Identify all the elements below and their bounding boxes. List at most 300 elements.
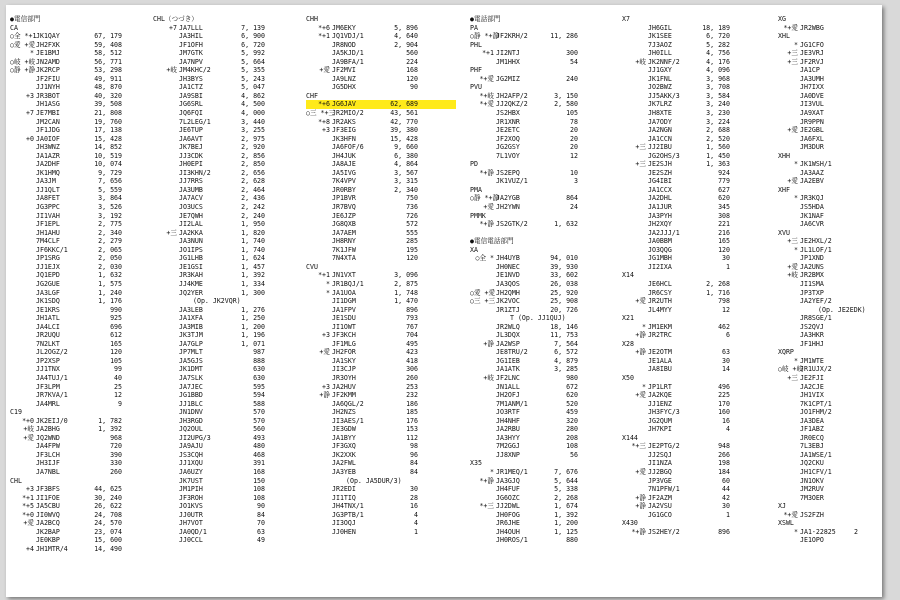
result-row (622, 32, 772, 41)
callsign: JL4MYY (648, 305, 672, 314)
result-row (10, 152, 160, 161)
callsign: JR2UQU (36, 331, 60, 340)
result-row (10, 297, 160, 306)
marker (153, 417, 179, 426)
result-row (470, 417, 620, 426)
callsign: JG4IBI (648, 177, 672, 186)
callsign: JK1FNL (648, 74, 672, 83)
score: 1, 740 (241, 237, 265, 246)
score (840, 323, 858, 332)
score: 39, 380 (390, 126, 418, 135)
callsign: 7N4XTA (332, 254, 356, 263)
marker: ○三 +三 (470, 297, 496, 306)
callsign: JA9XAT (800, 109, 824, 118)
result-row (622, 408, 772, 417)
callsign: JJ1GXY (648, 66, 672, 75)
marker (306, 306, 332, 315)
result-row (10, 41, 160, 50)
callsign: JE0KBP (36, 536, 60, 545)
result-row (470, 331, 620, 340)
marker: ○岐 +岐 (778, 365, 804, 374)
result-row (153, 528, 303, 537)
marker (622, 75, 648, 84)
callsign: JR2WLQ (496, 322, 520, 331)
result-row (778, 271, 882, 280)
callsign: JA2RBU (496, 425, 520, 434)
marker: ○愛 +愛 (470, 288, 496, 297)
result-row (153, 194, 303, 203)
result-row (10, 194, 160, 203)
score: 1, 392 (241, 271, 265, 280)
result-row (306, 417, 456, 426)
marker (470, 280, 496, 289)
score (840, 314, 858, 323)
score: 105 (566, 109, 578, 118)
marker: +愛 (787, 177, 798, 186)
marker (10, 331, 36, 340)
marker (470, 152, 496, 161)
marker: +三 (787, 373, 798, 382)
result-row (153, 109, 303, 118)
score (840, 365, 858, 374)
callsign: JA7GLP (179, 339, 203, 348)
category-heading: CHL（つづき） (153, 15, 198, 23)
callsign: JJ1TNX (36, 365, 60, 374)
marker (153, 118, 179, 127)
score: 10, 519 (94, 151, 122, 160)
marker: *+6 (318, 100, 330, 109)
callsign: JH2XQY (648, 220, 672, 229)
score (840, 254, 858, 263)
callsign: JA9AJU (179, 442, 203, 451)
result-row (622, 263, 772, 272)
score: 165 (110, 339, 122, 348)
result-row (622, 203, 772, 212)
result-row (470, 194, 620, 203)
marker: +岐 (483, 373, 494, 382)
result-row (306, 425, 456, 434)
result-row (153, 306, 303, 315)
marker (778, 425, 800, 434)
score (840, 100, 858, 109)
marker (153, 263, 179, 272)
marker (622, 485, 648, 494)
result-row (470, 536, 620, 545)
result-row (153, 494, 303, 503)
result-row (778, 66, 882, 75)
score (840, 220, 858, 229)
result-row (622, 220, 772, 229)
score: 572 (406, 220, 418, 229)
marker (306, 468, 332, 477)
callsign: JA1ATK (496, 365, 520, 374)
score: 98 (410, 442, 418, 451)
callsign: 7L2LEG/1 (179, 117, 211, 126)
score: 90 (257, 502, 265, 511)
marker (470, 306, 496, 315)
score: 14, 490 (94, 544, 122, 553)
marker (153, 485, 179, 494)
score: 2, 656 (241, 168, 265, 177)
marker (470, 536, 496, 545)
callsign: 7M1ANM/1 (496, 399, 528, 408)
score: 24 (570, 203, 578, 212)
score: 987 (253, 348, 265, 357)
score: 948 (718, 442, 730, 451)
marker (470, 425, 496, 434)
result-row (10, 434, 160, 443)
result-row (622, 24, 772, 33)
result-row (778, 118, 882, 127)
marker (306, 203, 332, 212)
category-heading: X35 (470, 459, 482, 468)
marker: +三 (635, 143, 646, 152)
score: 3, 240 (706, 100, 730, 109)
callsign: JK3HFN (332, 134, 356, 143)
score: 39, 508 (94, 100, 122, 109)
callsign: JF3LPM (36, 382, 60, 391)
score: 4 (414, 510, 418, 519)
callsign: JI2LAL (179, 220, 203, 229)
callsign: JF1MLG (332, 339, 356, 348)
score: 26, 622 (94, 502, 122, 511)
marker (153, 203, 179, 212)
result-row (153, 254, 303, 263)
marker (153, 425, 179, 434)
marker (10, 118, 36, 127)
marker (778, 400, 800, 409)
callsign: JQ2WND (36, 433, 60, 442)
score: 3, 440 (241, 117, 265, 126)
callsign: JO1FHM/2 (800, 408, 832, 417)
result-row (470, 519, 620, 528)
score: 468 (253, 450, 265, 459)
score: 896 (406, 305, 418, 314)
marker (153, 451, 179, 460)
score: 1, 624 (241, 254, 265, 263)
result-row (10, 280, 160, 289)
callsign: JA4LCI (36, 322, 60, 331)
callsign: JA9BFA/1 (332, 57, 364, 66)
result-row (153, 434, 303, 443)
callsign: JQ1EPD (36, 271, 60, 280)
callsign: JK3TJM (179, 331, 203, 340)
result-row (10, 391, 160, 400)
marker: * (490, 467, 494, 476)
marker (306, 49, 332, 58)
score: 2, 268 (706, 279, 730, 288)
score: 59, 408 (94, 40, 122, 49)
callsign: JH4JUK (332, 151, 356, 160)
callsign: JA2NGN (648, 126, 672, 135)
score: 260 (406, 373, 418, 382)
callsign: 7K1JFW (332, 245, 356, 254)
result-row (306, 83, 456, 92)
score (840, 237, 858, 246)
score: 1, 334 (241, 279, 265, 288)
score: 5, 355 (241, 66, 265, 75)
callsign: JH7KPI (648, 425, 672, 434)
marker (306, 220, 332, 229)
result-row (153, 49, 303, 58)
score: 42, 770 (390, 117, 418, 126)
callsign: JH1ATL (36, 314, 60, 323)
operator-note: (Op. JE2EDK) (818, 305, 866, 314)
result-row (778, 135, 882, 144)
score: 15, 428 (390, 134, 418, 143)
result-row (10, 400, 160, 409)
result-row (153, 41, 303, 50)
callsign: JK7LRZ (648, 100, 672, 109)
marker (306, 408, 332, 417)
score: 16 (410, 502, 418, 511)
callsign: JJ3CDK (179, 151, 203, 160)
marker (10, 357, 36, 366)
callsign: JA2DHF (36, 160, 60, 169)
result-row (778, 434, 882, 443)
score: 168 (253, 467, 265, 476)
marker: *+8 (318, 117, 330, 126)
result-row (470, 485, 620, 494)
score: 25, 908 (550, 297, 578, 306)
result-row (153, 143, 303, 152)
result-row (306, 289, 456, 298)
result-row (153, 280, 303, 289)
category-heading: XHH (778, 151, 790, 160)
callsign: JA1CCN (648, 134, 672, 143)
marker (470, 143, 496, 152)
score: 520 (566, 399, 578, 408)
callsign: JJ0UTR (179, 510, 203, 519)
score (840, 83, 858, 92)
result-row (470, 32, 620, 41)
score: 1, 250 (241, 314, 265, 323)
callsign: JN2AMD (36, 57, 60, 66)
score: 49 (257, 536, 265, 545)
score: 1, 176 (98, 297, 122, 306)
callsign: JH7IXX (800, 83, 824, 92)
callsign: JA2BCQ (36, 519, 60, 528)
marker (778, 220, 800, 229)
score: 44 (722, 485, 730, 494)
callsign: JS5HDA (800, 203, 824, 212)
marker: * (794, 356, 798, 365)
marker (153, 109, 179, 118)
result-row (778, 203, 882, 212)
score: 720 (110, 442, 122, 451)
marker (306, 254, 332, 263)
marker (470, 408, 496, 417)
result-row (622, 169, 772, 178)
score: 108 (253, 493, 265, 502)
score: 40 (114, 373, 122, 382)
callsign: JA8IBU (648, 365, 672, 374)
score: 12 (722, 305, 730, 314)
result-row (10, 502, 160, 511)
marker (622, 477, 648, 486)
score: 2, 279 (98, 237, 122, 246)
score: 570 (253, 408, 265, 417)
callsign: JA6UZY (179, 467, 203, 476)
score: 58, 512 (94, 49, 122, 58)
marker (622, 109, 648, 118)
marker (10, 152, 36, 161)
result-row (470, 442, 620, 451)
score: 2 (854, 527, 858, 536)
score: 168 (406, 66, 418, 75)
score: 195 (406, 245, 418, 254)
result-row (153, 177, 303, 186)
callsign: JA4TUJ/1 (36, 373, 68, 382)
marker (306, 425, 332, 434)
callsign: JI3OQJ (332, 519, 356, 528)
score: 70 (257, 519, 265, 528)
result-row (470, 434, 620, 443)
marker (10, 169, 36, 178)
score: 2, 975 (241, 134, 265, 143)
score: 18, 189 (702, 23, 730, 32)
callsign: JF2LNC (496, 373, 520, 382)
score: 120 (406, 74, 418, 83)
callsign: JK2XXK (332, 450, 356, 459)
marker (622, 152, 648, 161)
callsign: JA2JJJ/1 (648, 228, 680, 237)
callsign: JH2AFP/2 (496, 91, 528, 100)
callsign: JQ1VDJ/1 (332, 32, 364, 41)
result-row (10, 203, 160, 212)
marker (306, 229, 332, 238)
score: 1, 240 (98, 288, 122, 297)
marker (153, 374, 179, 383)
marker: +愛 (787, 126, 798, 135)
callsign: JQ2OUL (179, 425, 203, 434)
callsign: JA0BBM (648, 237, 672, 246)
callsign: JF3EIG (332, 126, 356, 135)
score: 2, 050 (98, 254, 122, 263)
score: 23, 074 (94, 527, 122, 536)
score: 1, 820 (241, 228, 265, 237)
operator-note: (Op. JA5DUR/3) (346, 476, 402, 485)
marker: +静 (483, 339, 494, 348)
callsign: JR1UJX/2 (800, 365, 832, 374)
marker (153, 135, 179, 144)
category-heading: XA (470, 245, 478, 254)
score: 56, 771 (94, 57, 122, 66)
result-row (10, 160, 160, 169)
marker (778, 383, 800, 392)
result-row (470, 357, 620, 366)
result-row (622, 237, 772, 246)
callsign: JR1XNR (496, 117, 520, 126)
result-row (470, 289, 620, 298)
score: 595 (253, 382, 265, 391)
callsign: JE1KRS (36, 305, 60, 314)
marker (306, 494, 332, 503)
callsign: JR1MEQ/1 (496, 467, 528, 476)
callsign: JK1HMQ (36, 168, 60, 177)
score: 11, 286 (550, 32, 578, 41)
marker (153, 442, 179, 451)
callsign: JE2PTG/2 (648, 442, 680, 451)
result-row (778, 528, 882, 537)
marker (778, 297, 800, 306)
score: 63 (722, 348, 730, 357)
result-row (778, 536, 882, 545)
result-row (153, 485, 303, 494)
score (840, 203, 858, 212)
callsign: JJ1BLC (179, 399, 203, 408)
result-row (153, 24, 303, 33)
callsign: JP1BVR (332, 194, 356, 203)
result-row (778, 220, 882, 229)
marker: +静 (319, 391, 330, 400)
marker (778, 118, 800, 127)
result-row (778, 160, 882, 169)
callsign: JP1SRG (36, 254, 60, 263)
score: 3, 315 (394, 177, 418, 186)
marker: * (794, 245, 798, 254)
result-row (778, 417, 882, 426)
marker (10, 75, 36, 84)
score: 30, 240 (94, 493, 122, 502)
marker (153, 237, 179, 246)
marker (153, 271, 179, 280)
result-row (778, 92, 882, 101)
marker: +7 (26, 109, 34, 118)
result-row (470, 297, 620, 306)
marker (470, 400, 496, 409)
callsign: JH0NEC (496, 262, 520, 271)
score: 5, 282 (706, 40, 730, 49)
result-row (470, 152, 620, 161)
callsign: JF3LCH (36, 450, 60, 459)
score: 20 (570, 126, 578, 135)
marker (153, 340, 179, 349)
marker: +岐 (635, 57, 646, 66)
score: 864 (566, 194, 578, 203)
marker (153, 477, 179, 486)
result-row (622, 118, 772, 127)
score: 480 (253, 442, 265, 451)
marker (153, 186, 179, 195)
score: 594 (253, 391, 265, 400)
score: 5, 243 (241, 74, 265, 83)
score: 1, 716 (706, 288, 730, 297)
marker (153, 92, 179, 101)
result-row (470, 451, 620, 460)
score: 1, 392 (98, 425, 122, 434)
callsign: JE2SJH (648, 160, 672, 169)
score: 798 (718, 297, 730, 306)
callsign: JF2RVJ (800, 57, 824, 66)
score: 30 (410, 485, 418, 494)
marker (622, 263, 648, 272)
callsign: JA1WSE/1 (800, 450, 832, 459)
result-row (306, 502, 456, 511)
category-heading: PA (470, 23, 478, 32)
callsign: JK7UST (179, 476, 203, 485)
score: 20, 726 (550, 305, 578, 314)
marker: ○静 +静 (10, 66, 36, 75)
callsign: JI2UPG/3 (179, 433, 211, 442)
callsign: JJ1QLT (36, 185, 60, 194)
marker (778, 536, 800, 545)
callsign: JF6KKC/1 (36, 245, 68, 254)
marker: * (794, 40, 798, 49)
callsign: JA7SLK (179, 373, 203, 382)
score: 2, 856 (241, 151, 265, 160)
marker (622, 83, 648, 92)
